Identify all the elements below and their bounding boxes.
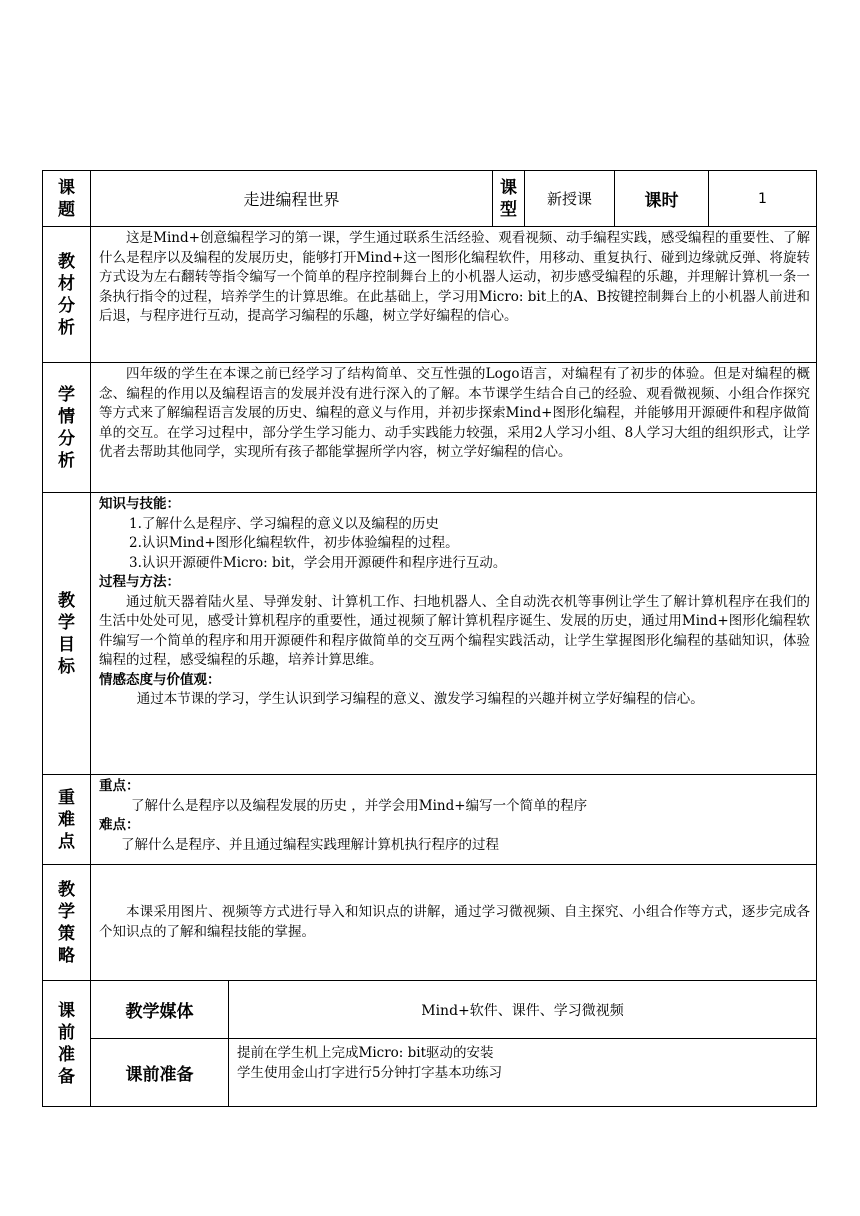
material-analysis-text: 这是Mind+创意编程学习的第一课，学生通过联系生活经验、观看视频、动手编程实践，感受编程的重要性、了解什么是程序以及编程的发展历史，能够打开Mind+这一图形化编程软件，用移动、重复执行、碰到边缘就反弹、将旋转方式设为左右翻转等指令编写一个简单的程序控制舞台上的小机器人运动，初步感受编程的乐趣，并理解计算机一条一条执行指令的过程，培养学生的计算思维。在此基础上，学习用Micro: bit上的A、B按键控制舞台上的小机器人前进和后退，与程序进行互动，提高学习编程的乐趣，树立学好编程的信心。 xyxy=(99,230,811,324)
keypoints-cell xyxy=(91,775,817,865)
difficult-heading: 难点： xyxy=(99,817,140,833)
students-row xyxy=(43,363,817,493)
strategy-text: 本课采用图片、视频等方式进行导入和知识点的讲解，通过学习微视频、自主探究、小组合作等方式，逐步完成各个知识点的了解和编程技能的掌握。 xyxy=(99,904,811,940)
emotion-text: 通过本节课的学习，学生认识到学习编程的意义、激发学习编程的兴趣并树立学好编程的信心。 xyxy=(136,691,704,707)
lesson-plan-table xyxy=(42,170,817,1107)
prep-label: 课 前 准 备 xyxy=(43,981,91,1107)
title-row xyxy=(43,171,817,227)
emotion-heading: 情感态度与价值观： xyxy=(99,671,221,688)
goals-row xyxy=(43,493,817,775)
prep-cell xyxy=(229,1039,817,1107)
key-text: 了解什么是程序以及编程发展的历史 ，并学会用Mind+编写一个简单的程序 xyxy=(131,797,588,814)
knowledge-heading: 知识与技能： xyxy=(99,496,180,512)
prep-line: 学生使用金山打字进行5分钟打字基本功练习 xyxy=(237,1065,503,1081)
media-value: Mind+软件、课件、学习微视频 xyxy=(229,981,817,1039)
strategy-cell xyxy=(91,865,817,981)
process-heading: 过程与方法： xyxy=(99,574,180,590)
difficult-text: 了解什么是程序、并且通过编程实践理解计算机执行程序的过程 xyxy=(121,836,499,853)
course-title: 走进编程世界 xyxy=(91,171,493,227)
knowledge-item: 2.认识Mind+图形化编程软件，初步体验编程的过程。 xyxy=(129,535,459,551)
goals-cell xyxy=(91,493,817,775)
material-label: 教 材 分 析 xyxy=(43,227,91,363)
knowledge-item: 3.认识开源硬件Micro: bit，学会用开源硬件和程序进行互动。 xyxy=(129,554,507,571)
goals-label: 教 学 目 标 xyxy=(43,493,91,775)
period-value: 1 xyxy=(709,171,817,227)
prep-item-label: 课前准备 xyxy=(91,1039,229,1107)
media-row xyxy=(43,981,817,1039)
strategy-label: 教 学 策 略 xyxy=(43,865,91,981)
students-analysis-cell xyxy=(91,363,817,493)
key-heading: 重点： xyxy=(99,778,140,794)
process-text: 通过航天器着陆火星、导弹发射、计算机工作、扫地机器人、全自动洗衣机等事例让学生了解计算机程序在我们的生活中处处可见，感受计算机程序的重要性，通过视频了解计算机程序诞生、发展的历史，通过用Mind+图形化编程软件编写一个简单的程序和用开源硬件和程序做简单的交互两个编程实践活动，让学生掌握图形化编程的基础知识，体验编程的过程，感受编程的乐趣，培养计算思维。 xyxy=(99,593,811,668)
course-type-value: 新授课 xyxy=(525,171,615,227)
course-type-label: 课 型 xyxy=(493,171,525,227)
material-row xyxy=(43,227,817,363)
students-analysis-text: 四年级的学生在本课之前已经学习了结构简单、交互性强的Logo语言，对编程有了初步的体验。但是对编程的概念、编程的作用以及编程语言的发展并没有进行深入的了解。本节课学生结合自己的经验、观看微视频、小组合作探究等方式来了解编程语言发展的历史、编程的意义与作用，并初步探索Mind+图形化编程，并能够用开源硬件和程序做简单的交互。在学习过程中，部分学生学习能力、动手实践能力较强，采用2人学习小组、8人学习大组的组织形式，让学优者去帮助其他同学，实现所有孩子都能掌握所学内容，树立学好编程的信心。 xyxy=(99,366,811,460)
knowledge-item: 1.了解什么是程序、学习编程的意义以及编程的历史 xyxy=(129,515,439,532)
material-analysis-cell xyxy=(91,227,817,363)
prep-line: 提前在学生机上完成Micro: bit驱动的安装 xyxy=(237,1045,494,1061)
period-label: 课时 xyxy=(615,171,709,227)
students-label: 学 情 分 析 xyxy=(43,363,91,493)
media-label: 教学媒体 xyxy=(91,981,229,1039)
keypoints-row xyxy=(43,775,817,865)
strategy-row xyxy=(43,865,817,981)
course-title-label: 课 题 xyxy=(43,171,91,227)
keypoints-label: 重 难 点 xyxy=(43,775,91,865)
prep-row xyxy=(43,1039,817,1107)
